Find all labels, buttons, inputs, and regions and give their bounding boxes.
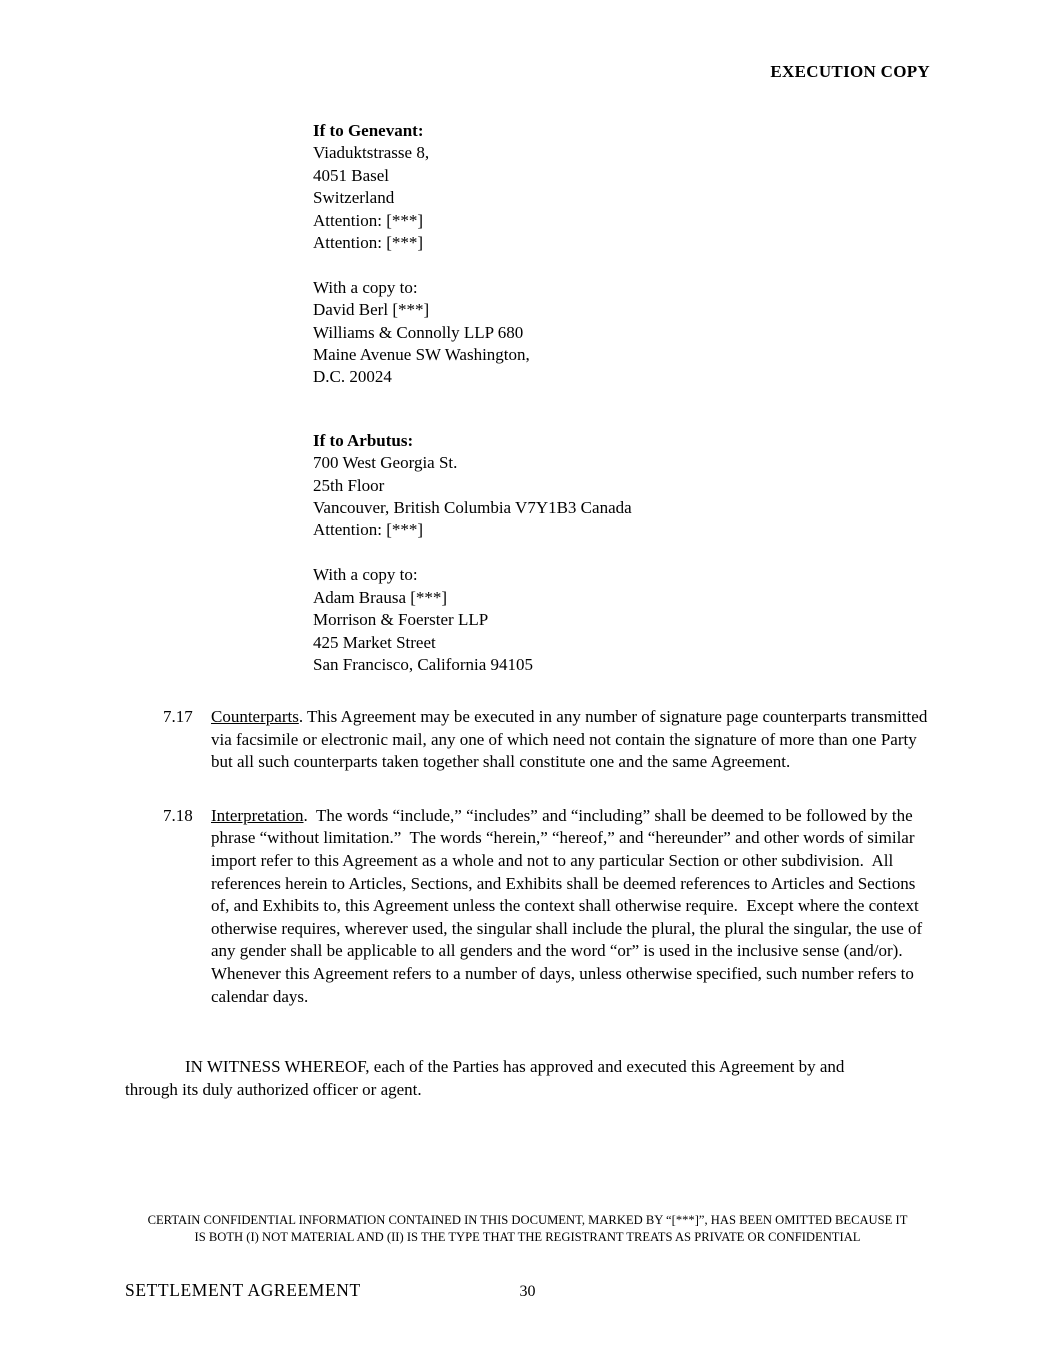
section-body: . The words “include,” “includes” and “including” shall be deemed to be followed by the phrase “without limitation.” The words “herein,” “hereof,” and “hereunder” and other words of similar import refer to this Agreement as a whole and not to any particular Section or other subdivision. All references herein to Articles, Sections, and Exhibits shall be deemed references to Articles and Sections of, and Exhibits to, this Agreement unless the context shall otherwise require. Except where the context otherwise requires, wherever used, the singular shall include the plural, the plural the singular, the use of any gender shall be applicable to all genders and the word “or” is used in the inclusive sense (and/or). Whenever this Agreement refers to a number of days, unless otherwise specified, such number refers to calendar days. [211, 805, 927, 1006]
page-number: 30 [519, 1283, 536, 1300]
arbutus-copy-heading: With a copy to: [313, 565, 418, 585]
section-number: 7.18 [163, 805, 193, 825]
genevant-notice-block [313, 120, 632, 389]
arbutus-address-line: 25th Floor [313, 475, 385, 495]
spacer [313, 542, 632, 564]
confidential-notice [0, 1212, 1055, 1246]
execution-copy-label: EXECUTION COPY [770, 62, 930, 81]
arbutus-copy-line: Adam Brausa [***] [313, 587, 448, 607]
genevant-heading: If to Genevant: [313, 121, 424, 140]
arbutus-address-line: Attention: [***] [313, 520, 424, 540]
genevant-copy-heading: With a copy to: [313, 277, 418, 297]
arbutus-heading: If to Arbutus: [313, 430, 414, 450]
arbutus-copy-line: 425 Market Street [313, 632, 436, 652]
section-text [211, 805, 929, 1008]
genevant-address-line: Attention: [***] [313, 233, 424, 253]
genevant-address-line: Switzerland [313, 188, 395, 208]
section-term: Interpretation [211, 805, 304, 825]
section-body: . This Agreement may be executed in any number of signature page counterparts transmitted via facsimile or electronic mail, any one of which need not contain the signature of more than one Party but all such counterparts taken together shall constitute one and the same Agreement. [211, 707, 932, 772]
section-7-17 [163, 706, 932, 774]
genevant-address-line: Viaduktstrasse 8, [313, 143, 430, 163]
spacer [313, 389, 632, 430]
witness-text: IN WITNESS WHEREOF, each of the Parties has approved and executed this Agreement by and through its duly authorized officer or agent. [125, 1057, 845, 1099]
arbutus-address-line: 700 West Georgia St. [313, 453, 458, 473]
confidential-notice-line: IS BOTH (I) NOT MATERIAL AND (II) IS THE TYPE THAT THE REGISTRANT TREATS AS PRIVATE OR CONFIDENTIAL [194, 1230, 861, 1244]
genevant-copy-line: D.C. 20024 [313, 367, 392, 387]
section-term: Counterparts [211, 707, 299, 726]
section-text [211, 706, 932, 774]
numbered-sections [163, 706, 932, 1008]
section-number: 7.17 [163, 707, 193, 726]
witness-clause [125, 1056, 893, 1101]
genevant-address-line: 4051 Basel [313, 165, 390, 185]
arbutus-copy-line: Morrison & Foerster LLP [313, 610, 489, 630]
genevant-copy-line: Williams & Connolly LLP 680 [313, 322, 524, 342]
arbutus-notice-block [313, 430, 632, 676]
settlement-agreement-label: SETTLEMENT AGREEMENT [125, 1280, 361, 1300]
spacer [313, 254, 632, 276]
arbutus-copy-line: San Francisco, California 94105 [313, 654, 534, 674]
confidential-notice-line: CERTAIN CONFIDENTIAL INFORMATION CONTAINED IN THIS DOCUMENT, MARKED BY “[***]”, HAS BEEN OMITTED BECAUSE IT [147, 1213, 908, 1227]
genevant-copy-line: David Berl [***] [313, 300, 430, 320]
section-7-18 [163, 805, 929, 1008]
genevant-address-line: Attention: [***] [313, 210, 424, 230]
arbutus-address-line: Vancouver, British Columbia V7Y1B3 Canada [313, 498, 632, 518]
genevant-copy-line: Maine Avenue SW Washington, [313, 345, 530, 365]
notice-addresses [313, 120, 632, 676]
